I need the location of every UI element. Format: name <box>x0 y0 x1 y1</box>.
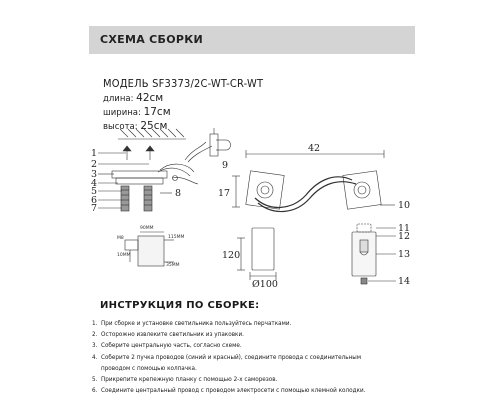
detail-label-35mm: 35MM <box>166 263 180 268</box>
callout-11: 11 <box>398 223 411 234</box>
shade-right <box>352 224 396 284</box>
step-2: 2. Осторожно извлеките светильник из упаковки. <box>92 331 244 339</box>
step-4: 4. Соберите 2 пучка проводов (синий и красный), соедините провода с соединительным <box>92 353 362 361</box>
page-title: СХЕМА СБОРКИ <box>100 33 204 46</box>
dimension-120: 120 <box>222 250 241 261</box>
callout-3: 3 <box>91 169 98 180</box>
step-3: 3. Соберите центральную часть, согласно схеме. <box>92 342 242 350</box>
length-label: длина: <box>103 94 137 104</box>
height-label: высота: <box>103 122 141 132</box>
step-1: 1. При сборке и установке светильника пользуйтесь перчатками. <box>92 320 292 327</box>
callout-10: 10 <box>398 200 411 211</box>
height-value: 25см <box>140 120 168 132</box>
dimension-17: 17 <box>218 188 231 199</box>
connector-detail <box>210 128 231 156</box>
length-value: 42см <box>136 92 164 104</box>
dimension-100: Ø100 <box>252 279 278 290</box>
callout-1: 1 <box>91 148 98 159</box>
callout-5: 5 <box>91 186 98 197</box>
wires <box>158 142 212 184</box>
step-5: 5. Прикрепите крепежную планку с помощью 2-х саморезов. <box>92 376 278 384</box>
callout-12: 12 <box>398 231 411 242</box>
dimension-42: 42 <box>308 143 321 154</box>
callout-6: 6 <box>91 195 98 206</box>
instruction-list <box>92 318 492 396</box>
callout-9: 9 <box>222 160 229 171</box>
mount-screws <box>123 146 154 160</box>
width-label: ширина: <box>103 108 144 118</box>
model-name: МОДЕЛЬ SF3373/2C-WT-CR-WT <box>103 77 264 90</box>
leader-lines-left <box>98 153 172 208</box>
detail-label-10mm: 10MM <box>117 253 131 258</box>
width-value: 17см <box>143 106 171 118</box>
detail-label-m8: M8 <box>117 236 124 241</box>
callout-2: 2 <box>91 159 98 170</box>
instructions-heading: ИНСТРУКЦИЯ ПО СБОРКЕ: <box>100 300 260 311</box>
detail-label-90mm: 90MM <box>140 226 154 231</box>
ceiling-hatch <box>118 129 186 139</box>
callout-14: 14 <box>398 276 411 287</box>
step-6: 6. Соедините центральный провод с проводом электросети с помощью клемной колодки. <box>92 387 366 395</box>
step-4-continued: проводом с помощью колпачка. <box>101 364 197 372</box>
fixture-top-view <box>232 150 395 212</box>
callout-8: 8 <box>175 188 182 199</box>
callout-7: 7 <box>91 203 98 214</box>
callout-13: 13 <box>398 249 411 260</box>
detail-mount <box>125 232 174 266</box>
shade-left <box>237 228 276 280</box>
detail-label-115mm: 115MM <box>168 235 185 240</box>
callout-4: 4 <box>91 178 98 189</box>
